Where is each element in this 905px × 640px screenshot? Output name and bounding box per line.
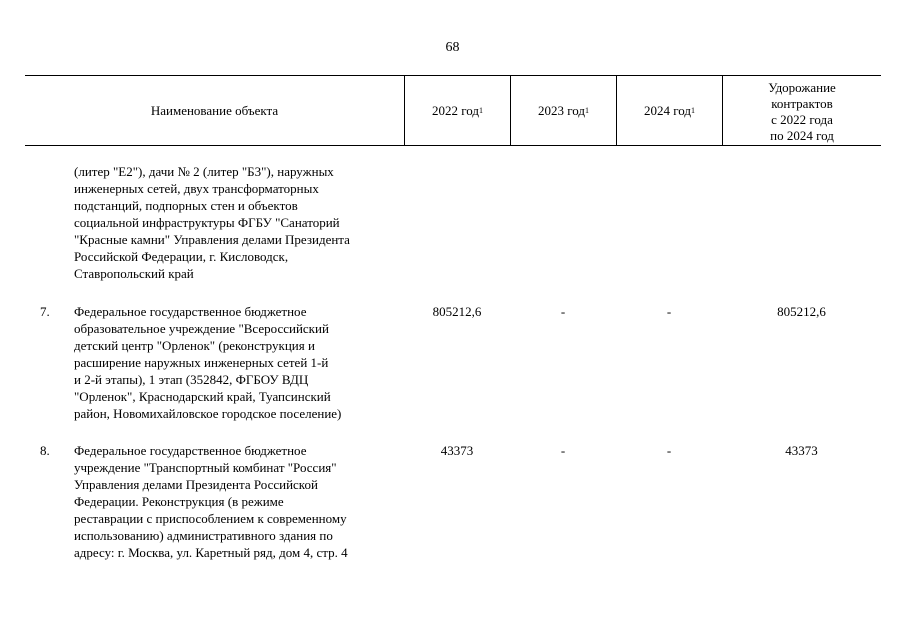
column-header-name-label: Наименование объекта <box>150 102 279 118</box>
object-name-line: "Красные камни" Управления делами Президента <box>74 232 350 247</box>
column-header-2022: 2022 год 1 <box>404 76 510 145</box>
object-name-line: инженерных сетей, двух трансформаторных <box>74 181 319 196</box>
object-name-line: (литер "Е2"), дачи № 2 (литер "Б3"), наружных <box>74 164 334 179</box>
page-number: 68 <box>445 40 460 55</box>
object-name-line: Федеральное государственное бюджетное <box>74 304 307 319</box>
object-name-line: детский центр "Орленок" (реконструкция и <box>74 338 315 353</box>
column-header-2024-label: 2024 год <box>644 102 691 118</box>
object-name <box>74 442 404 561</box>
column-header-cost-increase-line: Удорожание <box>768 79 836 95</box>
object-name-line: реставрации с приспособлением к современному <box>74 511 347 526</box>
object-name <box>74 303 404 422</box>
object-name-line: Российской Федерации, г. Кисловодск, <box>74 249 289 264</box>
column-header-cost-increase-line: по 2024 год <box>770 127 834 143</box>
value-2022: 805212,6 <box>432 304 482 319</box>
object-name-line: расширение наружных инженерных сетей 1-й <box>74 355 329 370</box>
value-cost-increase: 43373 <box>785 443 818 458</box>
object-name-line: "Орленок", Краснодарский край, Туапсинский <box>74 389 331 404</box>
value-2024: - <box>666 443 672 458</box>
object-name-line: Федеральное государственное бюджетное <box>74 443 307 458</box>
object-name-line: социальной инфраструктуры ФГБУ "Санаторий <box>74 215 340 230</box>
object-name-line: Федерации. Реконструкция (в режиме <box>74 494 284 509</box>
object-name-line: учреждение "Транспортный комбинат "Россия" <box>74 460 337 475</box>
value-2022: 43373 <box>440 443 474 458</box>
value-2024: - <box>666 304 672 319</box>
row-number: 8. <box>40 443 50 458</box>
object-name-line: Ставропольский край <box>74 266 194 281</box>
table-header <box>25 75 881 146</box>
object-name-line: подстанций, подпорных стен и объектов <box>74 198 298 213</box>
object-name-line: образовательное учреждение "Всероссийский <box>74 321 329 336</box>
object-name-line: район, Новомихайловское городское поселение) <box>74 406 342 421</box>
object-name <box>74 163 404 282</box>
object-name-line: и 2-й этапы), 1 этап (352842, ФГБОУ ВДЦ <box>74 372 309 387</box>
column-header-2023-label: 2023 год <box>538 102 585 118</box>
object-name-line: использованию) административного здания по <box>74 528 333 543</box>
value-2023: - <box>560 443 566 458</box>
object-name-line: адресу: г. Москва, ул. Каретный ряд, дом 4, стр. 4 <box>74 545 348 560</box>
column-header-name <box>25 76 404 145</box>
value-2023: - <box>560 304 566 319</box>
row-number: 7. <box>40 304 50 319</box>
column-header-2023: 2023 год 1 <box>510 76 616 145</box>
column-header-2022-label: 2022 год <box>432 102 479 118</box>
value-cost-increase: 805212,6 <box>777 304 826 319</box>
column-header-cost-increase-line: контрактов <box>771 95 833 111</box>
column-header-cost-increase-line: с 2022 года <box>771 111 833 127</box>
column-header-2024: 2024 год 1 <box>616 76 722 145</box>
object-name-line: Управления делами Президента Российской <box>74 477 318 492</box>
column-header-cost-increase <box>722 76 881 145</box>
